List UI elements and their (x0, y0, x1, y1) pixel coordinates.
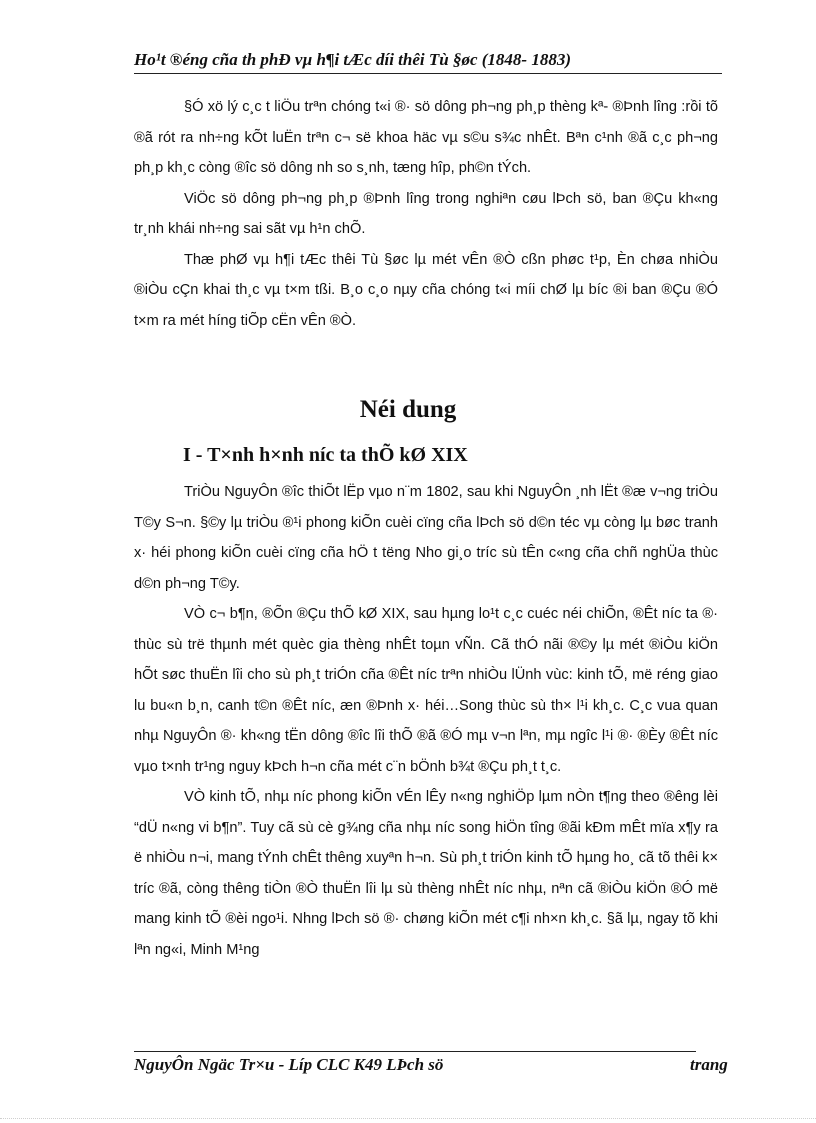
subsection-heading: I - T×nh h×nh níc ta thÕ kØ XIX (183, 444, 468, 466)
footer-author: NguyÔn Ngäc Tr×u - Líp CLC K49 LÞch sö (134, 1055, 444, 1074)
content-text (134, 477, 718, 965)
running-header: Ho¹t ®éng cña th phÐ vµ h¶i tÆc díi thêi Tù §øc (1848- 1883) (134, 50, 722, 74)
intro-text (134, 92, 718, 336)
paragraph: Thæ phØ vµ h¶i tÆc thêi Tù §øc lµ mét vÊn ®Ò cßn phøc t¹p, Èn chøa nhiÒu ®iÒu cÇn khai th¸c vµ t×m tßi. B¸o c¸o nµy cña chóng t«i míi chØ lµ bíc ®i ban ®Çu ®Ó t×m ra mét híng tiÕp cËn vÊn ®Ò. (134, 251, 718, 329)
page-bottom-edge (0, 1118, 816, 1119)
paragraph: VÒ kinh tÕ, nhµ níc phong kiÕn vÉn lÊy n«ng nghiÖp lµm nÒn t¶ng theo ®êng lèi “dÜ n«ng vi b¶n”. Tuy cã sù cè g¾ng cña nhµ níc song hiÖn tîng ®ãi kÐm mÊt mïa x¶y ra ë nhiÒu n¬i, mang tÝnh chÊt thêng xuyªn h¬n. Sù ph¸t triÓn kinh tÕ hµng ho¸ cã tõ thêi k× tríc ®ã, còng thêng tiÒn ®Ò thuËn lîi lµ sù thèng nhÊt níc nhµ, nªn cã ®iÒu kiÖn ®Ó më mang kinh tÕ ®èi ngo¹i. Nhng lÞch sö ®· chøng kiÕn mét c¶i nh×n kh¸c. §ã lµ, ngay tõ khi lªn ng«i, Minh M¹ng (134, 789, 718, 958)
footer-divider (134, 1051, 696, 1052)
footer-page-label: trang (690, 1055, 728, 1074)
paragraph: §Ó xö lý c¸c t liÖu trªn chóng t«i ®· sö dông ph¬ng ph¸p thèng kª- ®Þnh lîng :rồi tõ ®ã rót ra nh÷ng kÕt luËn trªn c¬ së khoa häc vµ s©u s¾c nhÊt. Bªn c¹nh ®ã c¸c ph¬ng ph¸p kh¸c còng ®îc sö dông nh so s¸nh, tæng hîp, ph©n tÝch. (134, 99, 718, 176)
section-heading: Néi dung (359, 396, 457, 423)
paragraph: VÒ c¬ b¶n, ®Õn ®Çu thÕ kØ XIX, sau hµng lo¹t c¸c cuéc néi chiÕn, ®Êt níc ta ®· thùc sù trë thµnh mét quèc gia thèng nhÊt toµn vÑn. Cã thÓ nãi ®©y lµ mét ®iÒu kiÖn hÕt søc thuËn lîi cho sù ph¸t triÓn cña ®Êt níc trªn nhiÒu lÜnh vùc: kinh tÕ, më réng giao lu bu«n b¸n, canh t©n ®Êt níc, æn ®Þnh x· héi…Song thùc sù th× l¹i kh¸c. C¸c vua quan nhµ NguyÔn ®· kh«ng tËn dông ®îc lîi thÕ ®ã ®Ó mµ v¬n lªn, mµ ngîc l¹i ®· ®Èy ®Êt níc vµo t×nh tr¹ng nguy kÞch h¬n cña mét c¨n bÖnh b¾t ®Çu ph¸t t¸c. (134, 606, 718, 775)
paragraph: TriÒu NguyÔn ®îc thiÕt lËp vµo n¨m 1802, sau khi NguyÔn ¸nh lËt ®æ v¬ng triÒu T©y S¬n. §©y lµ triÒu ®¹i phong kiÕn cuèi cïng cña lÞch sö d©n téc vµ còng lµ bøc tranh x· héi phong kiÕn cuèi cïng cña hÖ t tëng Nho gi¸o tríc sù tÊn c«ng cña chñ nghÜa thùc d©n ph¬ng T©y. (134, 484, 718, 592)
paragraph: ViÖc sö dông ph¬ng ph¸p ®Þnh lîng trong nghiªn cøu lÞch sö, ban ®Çu kh«ng tr¸nh khái nh÷ng sai sãt vµ h¹n chÕ. (134, 190, 718, 237)
